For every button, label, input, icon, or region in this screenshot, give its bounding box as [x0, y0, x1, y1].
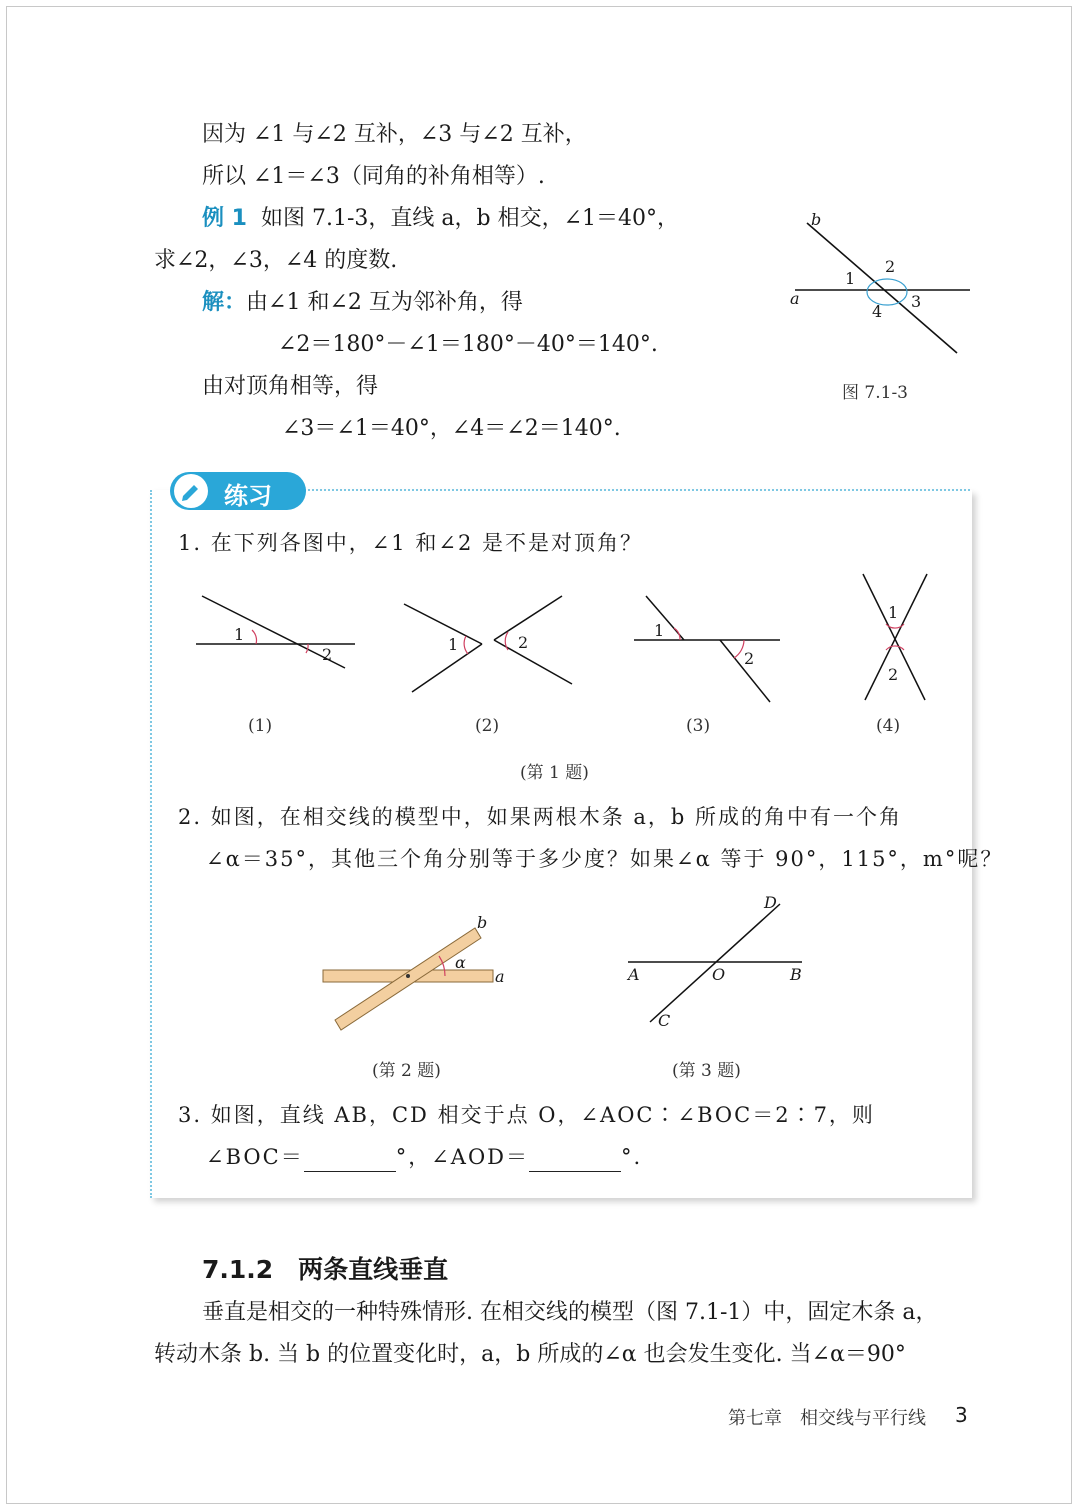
label-a: a [790, 289, 800, 308]
example-line-2: 求∠2，∠3，∠4 的度数. [154, 248, 398, 273]
answer-blank-boc[interactable] [304, 1151, 396, 1172]
proof-line-2: 所以 ∠1＝∠3（同角的补角相等）. [202, 164, 545, 189]
q1-figure-1 [190, 590, 360, 690]
q2-label-b: b [477, 913, 488, 932]
angle-2-label: 2 [885, 257, 896, 276]
q1-figure-4 [855, 570, 935, 710]
q2-figure [315, 908, 535, 1038]
q1-f1-angle-2: 2 [322, 645, 333, 664]
label-b: b [811, 210, 822, 229]
section-title: 7.1.2 两条直线垂直 [202, 1255, 449, 1284]
q3-part-a: ∠BOC＝ [206, 1145, 304, 1169]
line-b [807, 223, 957, 353]
question-3-line-1: 3. 如图，直线 AB，CD 相交于点 O，∠AOC∶∠BOC＝2∶7，则 [178, 1103, 875, 1127]
q2-caption: (第 2 题) [372, 1061, 441, 1081]
example-text-1: 如图 7.1-3，直线 a，b 相交，∠1＝40°， [260, 206, 679, 231]
q1-figure-2 [400, 592, 580, 692]
q3-part-b: °，∠AOD＝ [395, 1145, 530, 1169]
line-cd [650, 904, 780, 1022]
q1-f3-angle-1: 1 [654, 621, 665, 640]
example-line-1 [202, 204, 679, 234]
chapter-footer: 第七章 相交线与平行线 [728, 1408, 926, 1429]
q1-f4-angle-2: 2 [888, 665, 899, 684]
q3-label-d: D [764, 893, 777, 912]
q1-f3-angle-2: 2 [744, 649, 755, 668]
question-1: 1. 在下列各图中，∠1 和∠2 是不是对顶角？ [178, 531, 643, 555]
angle-4-label: 4 [872, 302, 883, 321]
section-para-line-1: 垂直是相交的一种特殊情形. 在相交线的模型（图 7.1-1）中，固定木条 a， [202, 1300, 938, 1325]
solution-line-4: ∠3＝∠1＝40°，∠4＝∠2＝140°. [282, 416, 621, 441]
section-para-line-2: 转动木条 b. 当 b 的位置变化时，a，b 所成的∠α 也会发生变化. 当∠α＝90° [154, 1342, 906, 1367]
q1-fig-2-label: (2) [475, 716, 500, 736]
q3-label-c: C [658, 1011, 671, 1030]
q3-label-o: O [712, 965, 726, 984]
exercise-top-border [300, 489, 970, 491]
question-2-line-2: ∠α＝35°，其他三个角分别等于多少度？如果∠α 等于 90°，115°，m°呢？ [206, 847, 1004, 871]
q1-f2-angle-1: 1 [448, 635, 459, 654]
q1-caption: (第 1 题) [520, 763, 589, 783]
q1-fig-1-label: (1) [248, 716, 273, 736]
q3-caption: (第 3 题) [672, 1061, 741, 1081]
q1-f1-angle-1: 1 [234, 625, 245, 644]
q2-label-alpha: α [455, 953, 466, 972]
q2-label-a: a [495, 967, 505, 986]
q1-fig-3-label: (3) [686, 716, 711, 736]
q1-f2-angle-2: 2 [518, 633, 529, 652]
question-2-line-1: 2. 如图，在相交线的模型中，如果两根木条 a，b 所成的角中有一个角 [178, 805, 903, 829]
figure-caption: 图 7.1-3 [842, 383, 908, 403]
solution-line-2: ∠2＝180°－∠1＝180°－40°＝140°. [278, 332, 658, 357]
pencil-icon-shape [182, 485, 198, 501]
pivot-point [406, 974, 410, 978]
page-number: 3 [955, 1403, 968, 1427]
solution-line-3: 由对顶角相等，得 [202, 374, 379, 399]
q3-label-a: A [628, 965, 640, 984]
pencil-icon [174, 474, 208, 508]
q3-label-b: B [790, 965, 802, 984]
angle-3-label: 3 [911, 292, 922, 311]
solution-line-1 [202, 288, 523, 318]
q3-figure [620, 892, 820, 1032]
q3-part-c: °. [621, 1145, 643, 1169]
exercise-title: 练习 [224, 482, 272, 510]
q1-figure-3 [630, 592, 790, 712]
solution-label: 解： [202, 290, 247, 315]
proof-line-1: 因为 ∠1 与∠2 互补，∠3 与∠2 互补， [202, 122, 587, 147]
angle-1-label: 1 [845, 269, 856, 288]
solution-text-1: 由∠1 和∠2 互为邻补角，得 [246, 290, 523, 315]
figure-7-1-3 [785, 205, 985, 365]
q1-f4-angle-1: 1 [888, 603, 899, 622]
answer-blank-aod[interactable] [529, 1151, 621, 1172]
example-label: 例 1 [202, 206, 247, 231]
q1-fig-4-label: (4) [876, 716, 901, 736]
question-3-line-2 [206, 1142, 642, 1172]
